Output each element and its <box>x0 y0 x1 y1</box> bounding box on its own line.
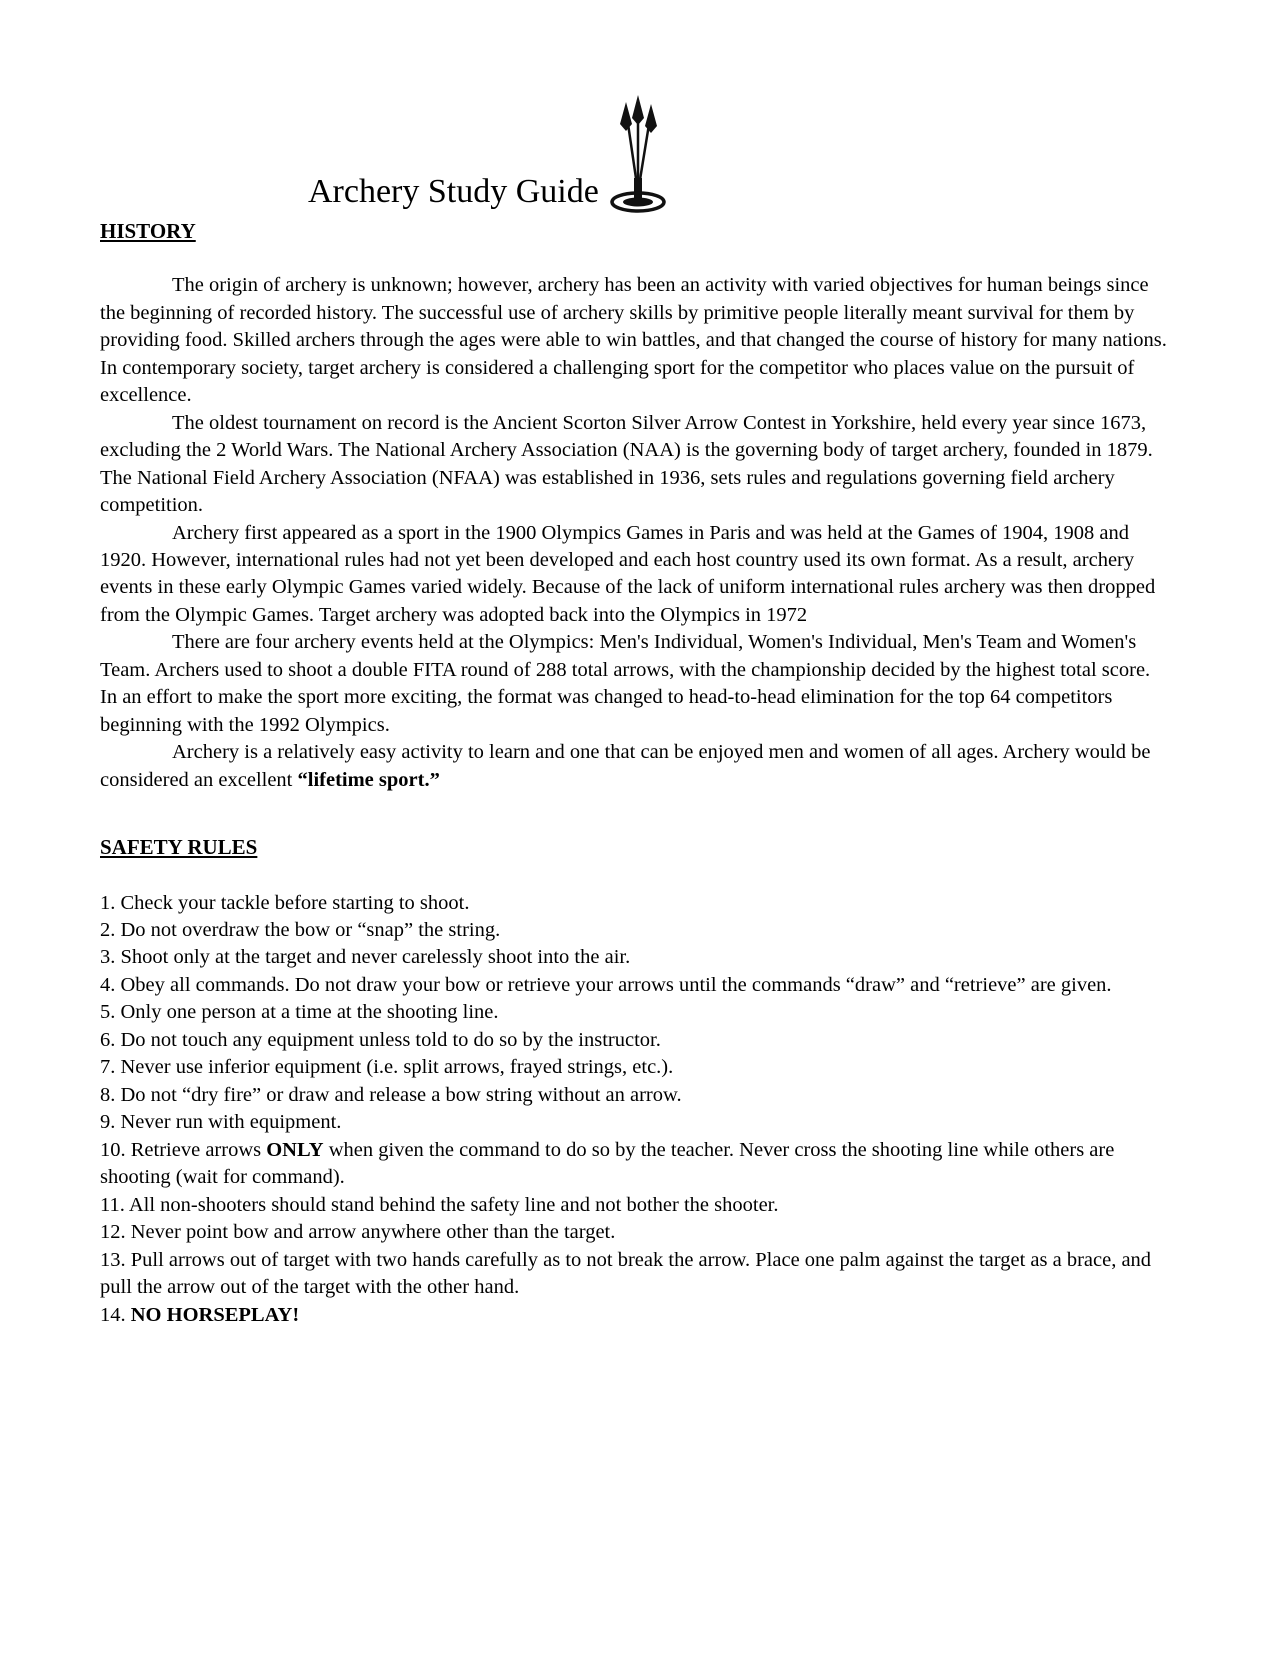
safety-rule-6 <box>100 1027 1168 1054</box>
paragraph-text: The oldest tournament on record is the Ancient Scorton Silver Arrow Contest in Yorkshire, held every year since 1673, excluding the 2 World Wars. The National Archery Association (NAA) is the governing body of target archery, founded in 1879. The National Field Archery Association (NFAA) was established in 1936, sets rules and regulations governing field archery competition. <box>100 411 1153 517</box>
safety-rule-7 <box>100 1054 1168 1081</box>
title-row <box>308 92 1168 214</box>
safety-rule-9 <box>100 1109 1168 1136</box>
rule-text: 14. <box>100 1303 131 1326</box>
rule-text: 10. Retrieve arrows <box>100 1138 267 1161</box>
safety-rule-14 <box>100 1302 1168 1329</box>
history-paragraph-4 <box>100 629 1168 739</box>
page-title: Archery Study Guide <box>308 173 599 211</box>
rule-text: 13. Pull arrows out of target with two hands carefully as to not break the arrow. Place one palm against the target as a brace, and pull the arrow out of the target with the other hand. <box>100 1248 1152 1299</box>
history-paragraph-5 <box>100 739 1168 794</box>
safety-rule-4 <box>100 972 1168 999</box>
safety-section <box>100 834 1168 1329</box>
safety-rules-list <box>100 890 1168 1330</box>
safety-rule-8 <box>100 1082 1168 1109</box>
rule-text: 6. Do not touch any equipment unless told to do so by the instructor. <box>100 1028 661 1051</box>
rule-text: 3. Shoot only at the target and never carelessly shoot into the air. <box>100 946 631 969</box>
safety-rule-11 <box>100 1192 1168 1219</box>
archery-quiver-icon <box>609 94 667 214</box>
history-paragraph-2 <box>100 410 1168 520</box>
paragraph-bold-text: “lifetime sport.” <box>297 768 440 791</box>
history-heading: HISTORY <box>100 219 196 243</box>
rule-text: 8. Do not “dry fire” or draw and release a bow string without an arrow. <box>100 1083 682 1106</box>
rule-bold-text: NO HORSEPLAY! <box>130 1303 300 1326</box>
rule-text: when given the command to do so by the teacher. Never cross the shooting line while others are shooting (wait for command). <box>100 1138 1115 1189</box>
safety-rule-3 <box>100 944 1168 971</box>
paragraph-text: There are four archery events held at the Olympics: Men's Individual, Women's Individual, Men's Team and Women's Team. Archers used to shoot a double FITA round of 288 total arrows, with the championship decided by the highest total score. In an effort to make the sport more exciting, the format was changed to head-to-head elimination for the top 64 competitors beginning with the 1992 Olympics. <box>100 631 1151 736</box>
paragraph-text: Archery is a relatively easy activity to learn and one that can be enjoyed men and women of all ages. Archery would be considered an excellent <box>100 741 1151 791</box>
safety-rule-1 <box>100 890 1168 917</box>
rule-text: 7. Never use inferior equipment (i.e. split arrows, frayed strings, etc.). <box>100 1056 674 1079</box>
safety-rules-heading: SAFETY RULES <box>100 835 258 860</box>
history-paragraph-3 <box>100 520 1168 630</box>
rule-text: 9. Never run with equipment. <box>100 1111 342 1134</box>
paragraph-text: The origin of archery is unknown; however, archery has been an activity with varied objectives for human beings since the beginning of recorded history. The successful use of archery skills by primitive people literally meant survival for them by providing food. Skilled archers through the ages were able to win battles, and that changed the course of history for many nations. In contemporary society, target archery is considered a challenging sport for the competitor who places value on the pursuit of excellence. <box>100 274 1167 407</box>
safety-rule-2 <box>100 917 1168 944</box>
safety-rule-5 <box>100 999 1168 1026</box>
rule-text: 11. All non-shooters should stand behind the safety line and not bother the shooter. <box>100 1193 779 1216</box>
safety-rule-12 <box>100 1219 1168 1246</box>
rule-text: 5. Only one person at a time at the shooting line. <box>100 1001 499 1024</box>
rule-bold-text: ONLY <box>266 1138 324 1161</box>
rule-text: 4. Obey all commands. Do not draw your bow or retrieve your arrows until the commands “draw” and “retrieve” are given. <box>100 973 1112 996</box>
rule-text: 1. Check your tackle before starting to shoot. <box>100 891 470 914</box>
rule-text: 12. Never point bow and arrow anywhere other than the target. <box>100 1221 616 1244</box>
safety-rule-10 <box>100 1137 1168 1192</box>
history-paragraph-1 <box>100 272 1168 409</box>
safety-rule-13 <box>100 1247 1168 1302</box>
rule-text: 2. Do not overdraw the bow or “snap” the string. <box>100 918 501 941</box>
paragraph-text: Archery first appeared as a sport in the 1900 Olympics Games in Paris and was held at the Games of 1904, 1908 and 1920. However, international rules had not yet been developed and each host country used its own format. As a result, archery events in these early Olympic Games varied widely. Because of the lack of uniform international rules archery was then dropped from the Olympic Games. Target archery was adopted back into the Olympics in 1972 <box>100 521 1156 626</box>
history-section <box>100 272 1168 794</box>
